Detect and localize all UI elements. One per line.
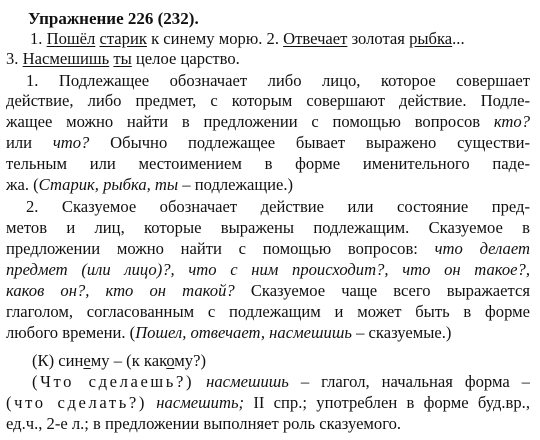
para2-line-3: предложении можно найти с помощью вопросов: что делает	[6, 239, 530, 258]
para2-line-7: любого времени. (Пошел, отвечает, насмешишь – сказуемые.)	[6, 323, 452, 342]
subject-starik: старик	[99, 29, 147, 48]
para1-line-5: тельным или местоимением в форме именительного паде-	[6, 154, 530, 173]
para2-line-5: каков он?, кто он такой? Сказуемое чаще всего выражается	[6, 281, 530, 300]
unstressed-vowel: е	[83, 351, 91, 370]
analysis-line-3: (что сделать?) насмешить; II спр.; употреблен в форме буд.вр.,	[6, 393, 530, 412]
analysis-line-2: (Что сделаешь?) насмешишь – глагол, начальная форма –	[32, 372, 530, 391]
analysis-line-1: (К) синему – (к какому?)	[32, 351, 206, 370]
para1-line-6: жа. (Старик, рыбка, ты – подлежащие.)	[6, 175, 294, 194]
subject-ty: ты	[113, 49, 132, 68]
para1-line-1: 1. Подлежащее обозначает либо лицо, которое совершает	[26, 71, 530, 90]
para1-line-4: или что? Обычно подлежащее бывает выражено существи-	[6, 133, 530, 152]
analysis-line-4: ед.ч., 2-е л.; в предложении выполняет роль сказуемого.	[6, 414, 402, 433]
exercise-title: Упражнение 226 (232).	[28, 9, 199, 28]
subject-rybka: рыбка	[409, 29, 453, 48]
predicate-nasmeshish: Насмешишь	[22, 49, 110, 68]
para1-line-3: жащее можно найти в предложении с помощью вопросов кто?	[6, 112, 530, 131]
sentences-line-1: 1. Пошёл старик к синему морю. 2. Отвечает золотая рыбка...	[30, 29, 465, 48]
predicate-poshel: Пошёл	[46, 29, 96, 48]
para2-line-4: предмет (или лицо)?, что с ним происходит?, что он такое?,	[6, 260, 530, 279]
para1-line-2: действие, либо предмет, с которым совершают действие. Подле-	[6, 91, 530, 110]
para2-line-6: глаголом, согласованным с подлежащим и может быть в форме	[6, 302, 530, 321]
para2-line-1: 2. Сказуемое обозначает действие или состояние пред-	[26, 197, 530, 216]
stressed-vowel: о	[166, 351, 175, 370]
sentences-line-2: 3. Насмешишь ты целое царство.	[6, 49, 240, 68]
predicate-otvechaet: Отвечает	[283, 29, 348, 48]
para2-line-2: метов и лиц, которые выражены подлежащим. Сказуемое в	[6, 218, 530, 237]
